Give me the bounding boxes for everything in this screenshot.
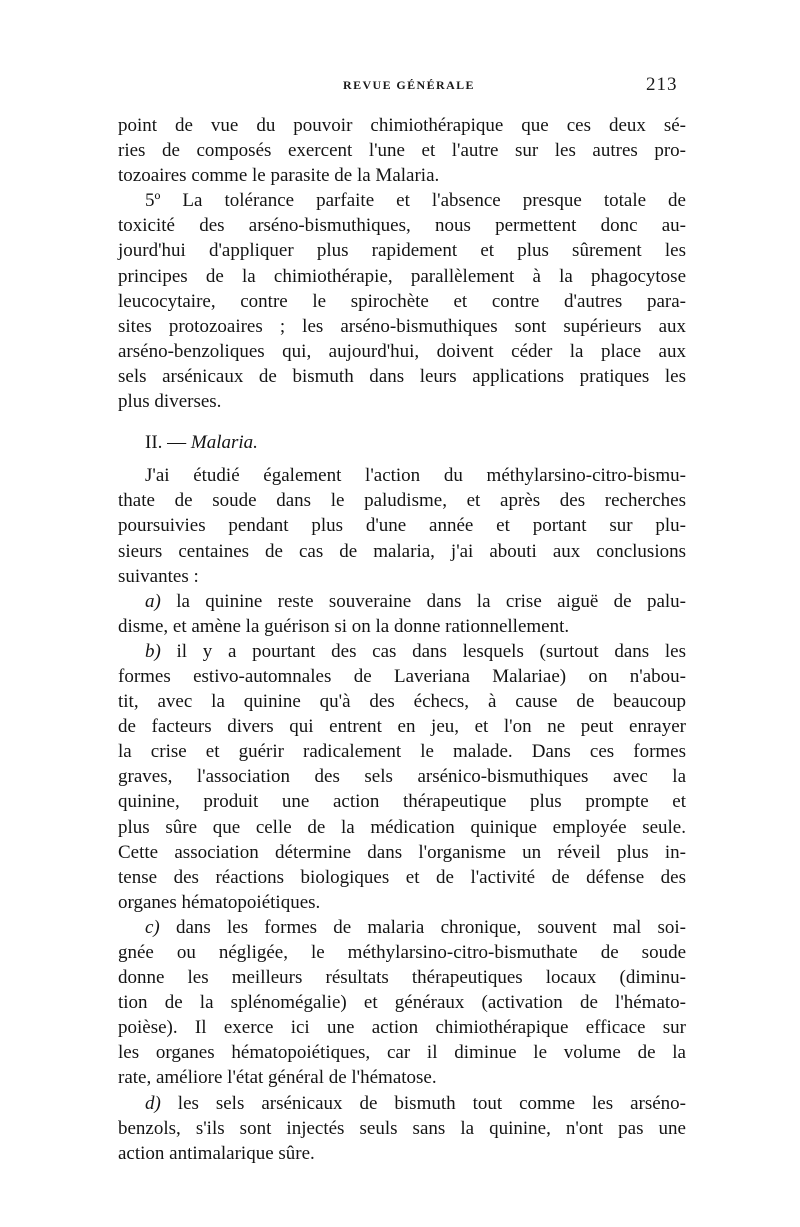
text-line: tense des réactions biologiques et de l'activité de défense des [118, 866, 686, 888]
text-line: poièse). Il exerce ici une action chimiothérapique efficace sur [118, 1017, 686, 1039]
text-line: thate de soude dans le paludisme, et après des recherches [118, 490, 686, 512]
list-marker: b) [145, 640, 161, 662]
text-line: principes de la chimiothérapie, parallèlement à la phagocytose [118, 265, 686, 287]
text-line: tozoaires comme le parasite de la Malaria. [118, 165, 440, 187]
text-line: tit, avec la quinine qu'à des échecs, à cause de beaucoup [118, 691, 686, 713]
page-number: 213 [646, 74, 678, 95]
list-marker: d) [145, 1092, 161, 1114]
text-line: jourd'hui d'appliquer plus rapidement et plus sûrement les [118, 240, 686, 262]
text-line: graves, l'association des sels arsénico-bismuthiques avec la [118, 766, 686, 788]
text-line: donne les meilleurs résultats thérapeutiques locaux (diminu- [118, 967, 686, 989]
running-head-title: REVUE GÉNÉRALE [343, 78, 475, 92]
list-item-c [118, 915, 686, 940]
text-line: suivantes : [118, 565, 199, 587]
text-line: plus diverses. [118, 391, 222, 413]
list-item-a [118, 589, 686, 614]
text-line: les organes hématopoiétiques, car il diminue le volume de la [118, 1042, 686, 1064]
text-line: toxicité des arséno-bismuthiques, nous permettent donc au- [118, 215, 686, 237]
list-item-d [118, 1091, 686, 1116]
text-line: Cette association détermine dans l'organisme un réveil plus in- [118, 841, 686, 863]
text-line: les sels arsénicaux de bismuth tout comme les arséno- [160, 1092, 686, 1114]
text-line: arséno-benzoliques qui, aujourd'hui, doivent céder la place aux [118, 340, 686, 362]
list-marker: c) [145, 916, 160, 938]
text-line: organes hématopoiétiques. [118, 891, 321, 913]
text-line: la crise et guérir radicalement le malade. Dans ces formes [118, 741, 686, 763]
list-item-b [118, 639, 686, 664]
text-line: benzols, s'ils sont injectés seuls sans la quinine, n'ont pas une [118, 1117, 686, 1139]
text-line: J'ai étudié également l'action du méthylarsino-citro-bismu- [145, 465, 686, 487]
text-line: il y a pourtant des cas dans lesquels (surtout dans les [160, 640, 686, 662]
section-number: II. — [145, 432, 187, 454]
text-line: de facteurs divers qui entrent en jeu, et l'on ne peut enrayer [118, 716, 686, 738]
text-line: rate, améliore l'état général de l'hématose. [118, 1067, 437, 1089]
text-line: tion de la splénomégalie) et généraux (activation de l'hémato- [118, 992, 686, 1014]
section-heading [118, 430, 686, 455]
text-line: disme, et amène la guérison si on la donne rationnellement. [118, 615, 570, 637]
text-line: dans les formes de malaria chronique, souvent mal soi- [159, 916, 686, 938]
text-line: la quinine reste souveraine dans la crise aiguë de palu- [160, 590, 686, 612]
text-line: ries de composés exercent l'une et l'autre sur les autres pro- [118, 140, 686, 162]
text-line: point de vue du pouvoir chimiothérapique que ces deux sé- [118, 115, 686, 136]
text-line: gnée ou négligée, le méthylarsino-citro-bismuthate de soude [118, 942, 686, 963]
text-line: poursuivies pendant plus d'une année et portant sur plu- [118, 515, 686, 537]
text-line: sieurs centaines de cas de malaria, j'ai abouti aux conclusions [118, 540, 686, 562]
text-line: 5º La tolérance parfaite et l'absence presque totale de [145, 190, 686, 212]
text-line: leucocytaire, contre le spirochète et contre d'autres para- [118, 290, 686, 312]
text-line: quinine, produit une action thérapeutique plus prompte et [118, 791, 686, 813]
text-line: action antimalarique sûre. [118, 1142, 315, 1164]
text-line: sels arsénicaux de bismuth dans leurs applications pratiques les [118, 365, 686, 387]
text-line: sites protozoaires ; les arséno-bismuthiques sont supérieurs aux [118, 315, 686, 337]
list-marker: a) [145, 590, 161, 612]
section-spacer [118, 414, 686, 430]
section-spacer [118, 455, 686, 463]
text-line: formes estivo-automnales de Laveriana Malariae) on n'abou- [118, 665, 686, 687]
text-line: plus sûre que celle de la médication quinique employée seule. [118, 816, 686, 838]
section-title: Malaria. [190, 432, 258, 454]
body-text [118, 113, 686, 1166]
